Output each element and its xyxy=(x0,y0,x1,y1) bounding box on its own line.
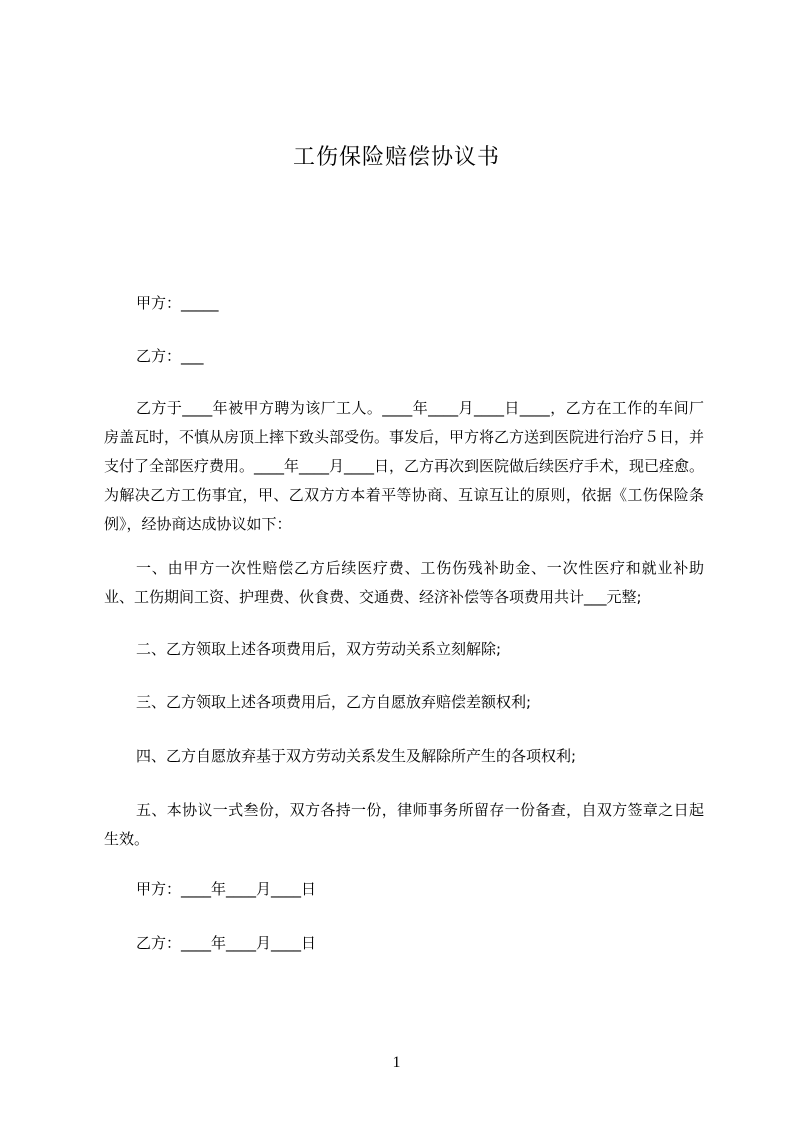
document-title: 工伤保险赔偿协议书 xyxy=(292,145,500,170)
signature-party-b: 乙方：____年____月____日 xyxy=(136,934,317,952)
signature-party-a: 甲方：____年____月____日 xyxy=(136,880,317,898)
party-a-line: 甲方：_____ xyxy=(136,294,219,312)
clause-1: 一、由甲方一次性赔偿乙方后续医疗费、工伤伤残补助金、一次性医疗和就业补助业、工伤期间工资、护理费、伙食费、交通费、经济补偿等各项费用共计___元整; xyxy=(104,559,704,606)
clause-5: 五、本协议一式叁份，双方各持一份，律师事务所留存一份备查，自双方签章之日起生效。 xyxy=(104,801,704,848)
intro-paragraph: 乙方于____年被甲方聘为该厂工人。____年____月____日____，乙方在工作的车间厂房盖瓦时，不慎从房顶上摔下致头部受伤。事发后，甲方将乙方送到医院进行治疗５日，并支付了全部医疗费用。____年____月____日，乙方再次到医院做后续医疗手术，现已痊愈。为解决乙方工伤事宜，甲、乙双方方本着平等协商、互谅互让的原则，依据《工伤保险条例》，经协商达成协议如下： xyxy=(104,399,705,533)
clause-2: 二、乙方领取上述各项费用后，双方劳动关系立刻解除; xyxy=(136,640,502,658)
party-b-line: 乙方：___ xyxy=(136,347,204,365)
page-number: 1 xyxy=(392,1054,401,1071)
clause-3: 三、乙方领取上述各项费用后，乙方自愿放弃赔偿差额权利; xyxy=(136,693,532,711)
clause-4: 四、乙方自愿放弃基于双方劳动关系发生及解除所产生的各项权利; xyxy=(136,747,577,765)
